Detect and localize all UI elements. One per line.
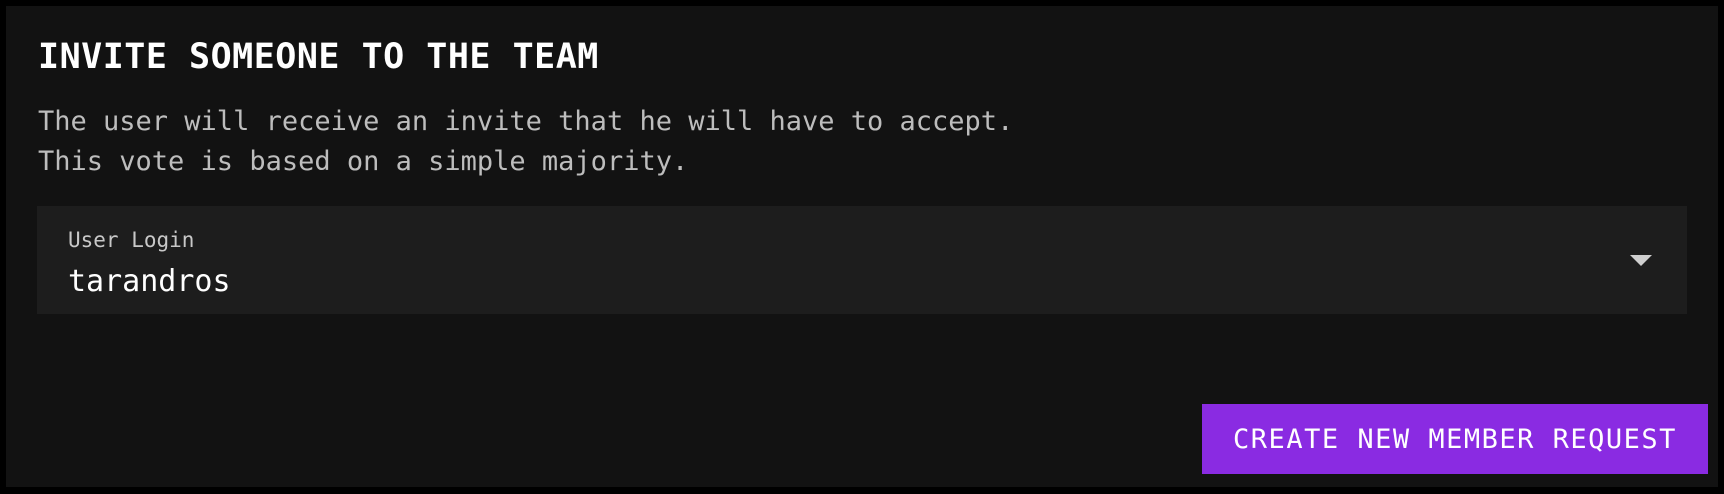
dialog-description — [38, 102, 1013, 182]
user-login-label: User Login — [68, 228, 195, 252]
dropdown-arrow-icon[interactable] — [1630, 255, 1652, 266]
user-login-value: tarandros — [68, 264, 231, 299]
description-line-1: The user will receive an invite that he will have to accept. — [38, 106, 1014, 137]
description-line-2: This vote is based on a simple majority. — [38, 146, 689, 177]
dialog-title: INVITE SOMEONE TO THE TEAM — [38, 37, 599, 77]
invite-dialog — [6, 6, 1718, 487]
user-login-select[interactable] — [37, 206, 1687, 314]
create-member-request-button[interactable]: CREATE NEW MEMBER REQUEST — [1202, 404, 1708, 474]
